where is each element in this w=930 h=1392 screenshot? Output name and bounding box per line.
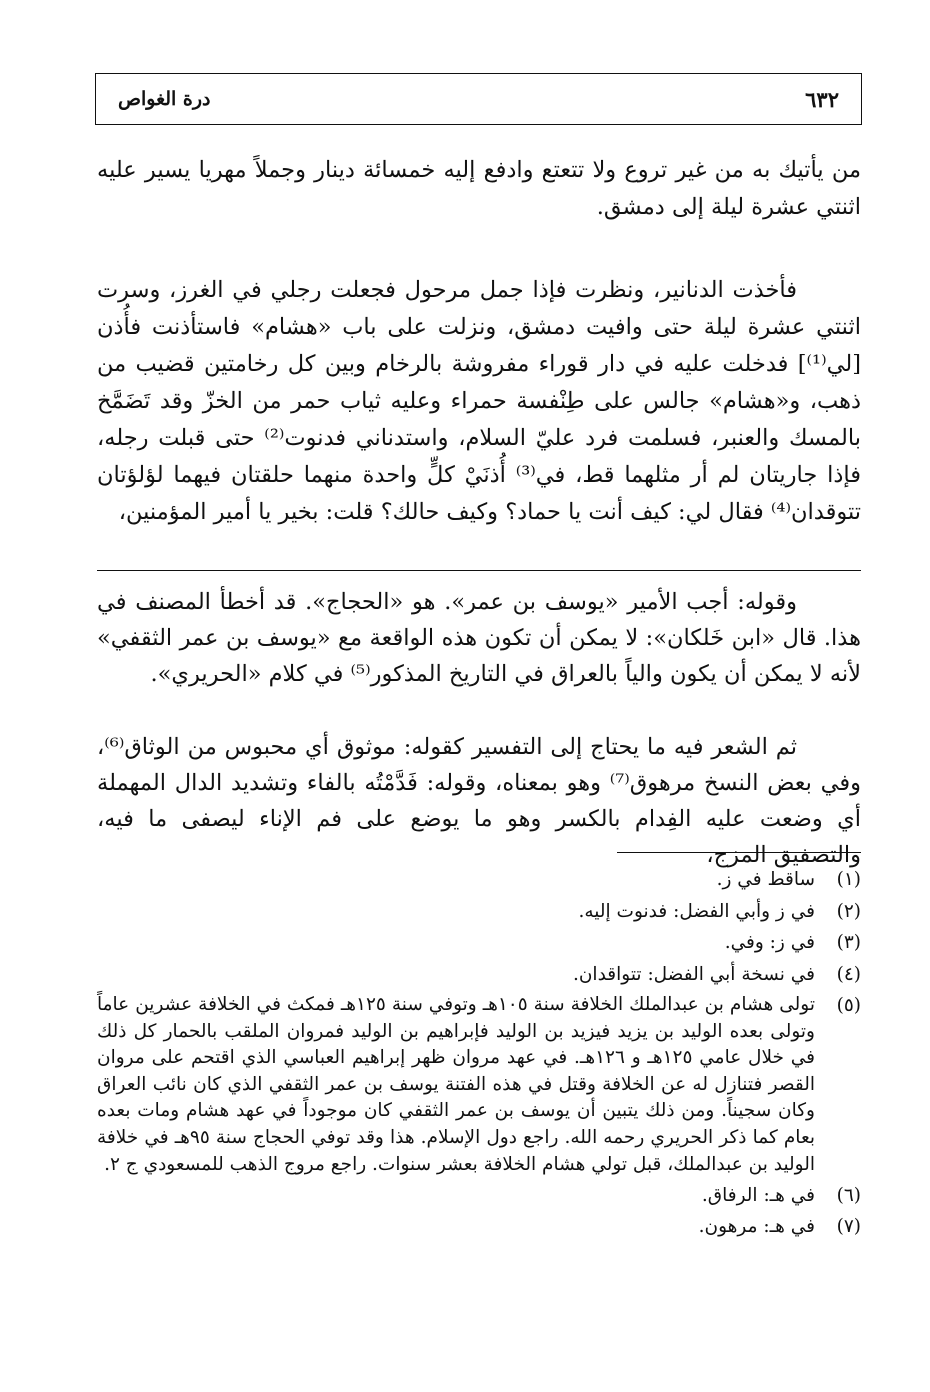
footnote-separator xyxy=(617,852,861,853)
section-divider xyxy=(97,570,861,571)
running-title: درة الغواص xyxy=(118,88,211,110)
main-text-narrative xyxy=(97,272,861,531)
page-header xyxy=(95,73,862,125)
footnote-item xyxy=(97,929,861,957)
footnote-number: (١) xyxy=(836,869,861,890)
footnote-text: في ز: وفي. xyxy=(724,932,815,953)
paragraph-poetry-notes: ثم الشعر فيه ما يحتاج إلى التفسير كقوله: موثوق أي محبوس من الوثاق⁽⁶⁾، وفي بعض النسخ مرهوق⁽⁷⁾ وهو بمعناه، وقوله: فَدَّمْتُه بالفاء وتشديد الدال المهملة أي وضعت عليه الفِدام بالكسر وهو ما يوضع على فم الإناء ليصفى ما فيه، والتصفيق المزج، xyxy=(97,734,861,868)
footnotes-list xyxy=(97,866,861,1245)
footnote-number: (٥) xyxy=(836,995,861,1016)
footnote-item xyxy=(97,1182,861,1210)
footnote-item xyxy=(97,1213,861,1241)
footnote-text: في ز وأبي الفضل: فدنوت إليه. xyxy=(578,900,815,922)
footnote-number: (٧) xyxy=(836,1216,861,1238)
paragraph-continuation: من يأتيك به من غير تروع ولا تتعتع وادفع إليه خمسائة دينار وجملاً مهريا يسير عليه اثنتي عشرة ليلة إلى دمشق. xyxy=(97,157,861,220)
main-text-commentary xyxy=(97,584,861,692)
paragraph-narrative: فأخذت الدنانير، ونظرت فإذا جمل مرحول فجعلت رجلي في الغرز، وسرت اثنتي عشرة ليلة حتى وافيت دمشق، ونزلت على باب «هشام» فاستأذنت فأُذن [لي⁽¹⁾] فدخلت عليه في دار قوراء مفروشة بالرخام وبين كل رخامتين قضيب من ذهب، و«هشام» جالس على طِنْفسة حمراء وعليه ثياب حمر من الخزّ وقد تَضَمَّخ بالمسك والعنبر، فسلمت فرد عليّ السلام، واستدناني فدنوت⁽²⁾ حتى قبلت رجله، فإذا جاريتان لم أر مثلهما قط، في⁽³⁾ أُذنَيْ كلٍّ واحدة منهما حلقتان فيهما لؤلؤتان تتوقدان⁽⁴⁾ فقال لي: كيف أنت يا حماد؟ وكيف حالك؟ قلت: بخير يا أمير المؤمنين، xyxy=(97,277,861,525)
page-number: ٦٣٢ xyxy=(805,86,839,112)
paragraph-commentary: وقوله: أجب الأمير «يوسف بن عمر». هو «الحجاج». قد أخطأ المصنف في هذا. قال «ابن خَلكان»: لا يمكن أن تكون هذه الواقعة مع «يوسف بن عمر الثقفي» لأنه لا يمكن أن يكون والياً بالعراق في التاريخ المذكور⁽⁵⁾ في كلام «الحريري». xyxy=(97,589,861,687)
main-text-opening xyxy=(97,152,861,226)
footnote-text: في نسخة أبي الفضل: تتواقدان. xyxy=(572,963,815,985)
footnote-number: (٦) xyxy=(836,1184,861,1206)
footnote-item xyxy=(97,961,861,989)
footnote-item xyxy=(97,992,861,1178)
footnote-item xyxy=(97,866,861,894)
footnote-text: تولى هشام بن عبدالملك الخلافة سنة ١٠٥هـ وتوفي سنة ١٢٥هـ فمكث في الخلافة عشرين عاماً وتولى بعده الوليد بن يزيد فيزيد بن الوليد فإبراهيم بن الوليد فمروان الملقب بالحمار كل ذلك في خلال عامي ١٢٥هـ و ١٢٦هـ. في عهد مروان ظهر إبراهيم العباسي الذي اقتحم على مروان القصر فتنازل له عن الخلافة وقتل في هذه الفتنة يوسف بن عمر الثقفي الذي كان نائب العراق وكان سجيناً. ومن ذلك يتبين أن يوسف بن عمر الثقفي كان موجوداً في عهد هشام ومات بعده بعام كما ذكر الحريري رحمه الله. راجع دول الإسلام. هذا وقد توفي الحجاج سنة ٩٥هـ في خلافة الوليد بن عبدالملك، قبل تولي هشام الخلافة بعشر سنوات. راجع مروج الذهب للمسعودي ج ٢. xyxy=(97,994,816,1175)
footnote-text: ساقط في ز. xyxy=(716,869,815,890)
footnote-text: في هـ: مرهون. xyxy=(698,1216,815,1238)
footnote-number: (٢) xyxy=(836,900,861,922)
footnote-number: (٣) xyxy=(836,932,861,953)
footnote-number: (٤) xyxy=(836,963,861,985)
footnote-item xyxy=(97,898,861,926)
footnote-text: في هـ: الرفاق. xyxy=(701,1184,815,1206)
